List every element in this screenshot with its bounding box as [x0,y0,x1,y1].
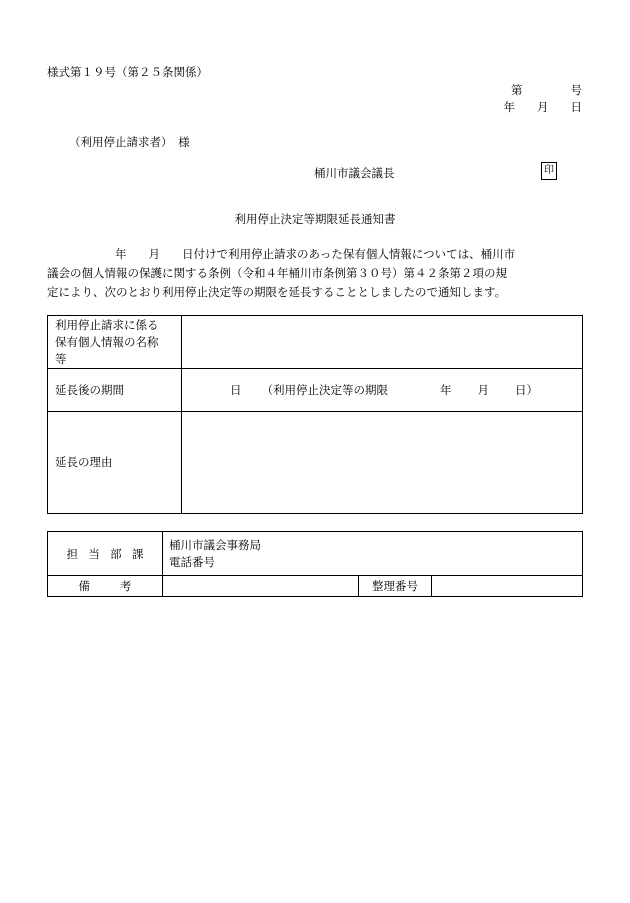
table-row [48,576,583,597]
issue-date-day: 日 [570,100,582,114]
table-row [48,412,583,514]
department-label: 担当部課 [66,546,154,561]
phone-label: 電話番号 [169,554,215,569]
document-title: 利用停止決定等期限延長通知書 [234,212,396,226]
issue-date [504,99,583,115]
deadline-year: 年 [440,383,452,397]
department-info [163,532,583,576]
extension-details-table [47,315,583,514]
reference-number-field[interactable] [432,576,583,597]
document-number-suffix: 号 [570,83,582,97]
notice-body [47,245,583,302]
table-row [48,369,583,412]
seal-stamp: 印 [541,162,557,180]
notice-date-month: 月 [148,247,160,261]
table-row [48,532,583,576]
extension-reason-field[interactable] [182,412,583,514]
deadline-day: 日） [515,383,538,397]
reference-number-label: 整理番号 [359,576,432,597]
extended-period-field[interactable] [182,369,583,412]
notice-date-year: 年 [115,247,127,261]
notice-body-line-1: 年 月 日付けで利用停止請求のあった保有個人情報については、桶川市 [115,247,516,261]
info-name-field[interactable] [182,316,583,369]
issue-date-month: 月 [537,100,549,114]
department-name: 桶川市議会事務局 [169,537,261,552]
document-number [511,82,582,98]
document-number-prefix: 第 [511,83,523,97]
period-days-unit: 日 [230,383,242,397]
deadline-month: 月 [477,383,489,397]
remarks-label: 備考 [78,579,162,593]
notice-body-line-3: 定により、次のとおり利用停止決定等の期限を延長することとしましたので通知します。 [47,285,507,299]
issue-date-year: 年 [503,100,515,114]
extended-period-label: 延長後の期間 [48,369,182,412]
form-number: 様式第１９号（第２５条関係） [47,65,208,79]
info-name-label: 利用停止請求に係る 保有個人情報の名称 等 [48,316,182,369]
recipient: （利用停止請求者） 様 [69,135,190,149]
table-row [48,316,583,369]
deadline-label: （利用停止決定等の期限 [261,383,388,397]
remarks-field[interactable] [163,576,359,597]
contact-table [47,531,583,597]
sender-name: 桶川市議会議長 [314,166,395,180]
notice-body-line-2: 議会の個人情報の保護に関する条例（令和４年桶川市条例第３０号）第４２条第２項の規 [47,266,507,280]
extension-reason-label: 延長の理由 [48,412,182,514]
